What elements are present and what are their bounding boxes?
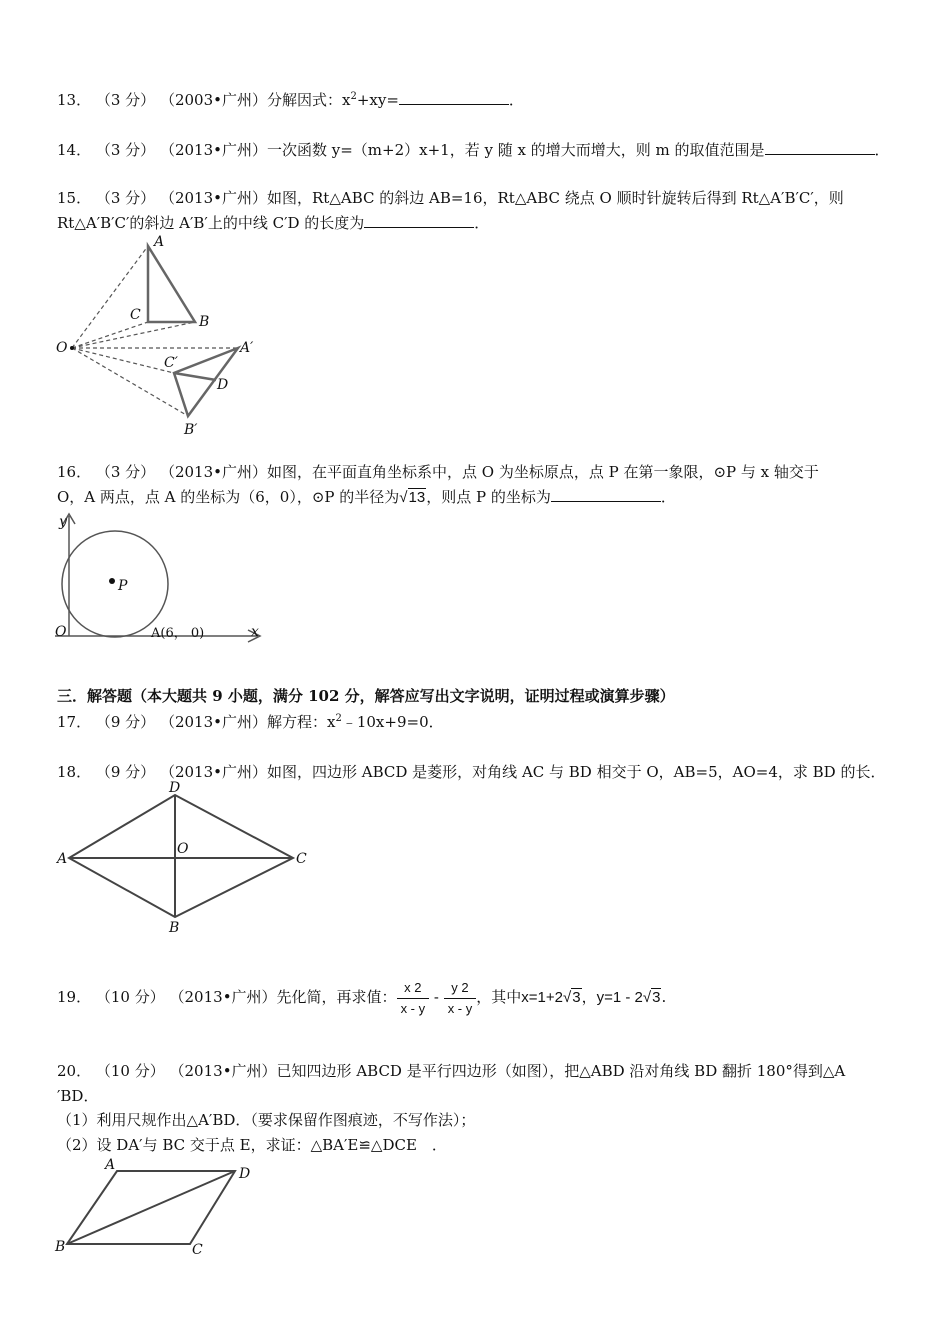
q15-source: （2013•广州） [159,189,267,207]
q19-sqrt-y-radicand: 3 [652,989,661,1006]
q16-end: ． [660,488,676,506]
q14-end: ． [874,141,890,159]
q13-source: （2003•广州） [159,91,267,109]
fig20-label-C: C [192,1242,203,1258]
q15-number: 15． [57,189,92,207]
fig18-label-A: A [57,851,68,867]
question-20-sub2: （2）设 DA′与 BC 交于点 E，求证：△BA′E≌△DCE ． [57,1136,447,1154]
q13-answer-blank[interactable] [399,90,509,105]
question-18 [57,762,885,782]
fig18-label-D: D [169,780,181,796]
q20-number: 20． [57,1062,92,1080]
fig16-label-P: P [118,578,128,594]
q19-source: （2013•广州） [169,988,277,1006]
q19-fraction-2 [444,978,477,1019]
fig16-label-y: y [59,514,67,530]
question-16-line2 [57,487,676,508]
q18-score: （9 分） [95,763,156,781]
question-20-line1 [57,1061,845,1081]
fig16-label-x: x [251,624,259,640]
question-20-sub1: （1）利用尺规作出△A′BD．（要求保留作图痕迹，不写作法）； [57,1111,476,1129]
figure-18 [55,780,320,940]
q14-text: 一次函数 y=（m+2）x+1，若 y 随 x 的增大而增大，则 m 的取值范围是 [267,141,765,159]
q14-score: （3 分） [95,141,156,159]
figure-15 [50,230,270,440]
figure-20 [55,1155,265,1260]
q19-end: . [661,988,667,1006]
fig16-label-A: A(6， 0) [151,626,205,641]
fig16-label-O: O [55,624,67,640]
question-13 [57,90,524,110]
fig20-label-B: B [55,1239,66,1255]
q16-answer-blank[interactable] [551,487,661,502]
q13-text-b: +xy= [356,91,399,109]
q15-end: ． [474,214,490,232]
q14-number: 14． [57,141,92,159]
fig15-label-A-prime: A′ [240,340,254,356]
q14-answer-blank[interactable] [765,140,875,155]
q20-text-line1: 已知四边形 ABCD 是平行四边形（如图），把△ABD 沿对角线 BD 翻折 180°得到△A [276,1062,846,1080]
fig20-label-A: A [105,1157,116,1173]
question-20-line2: ′BD． [57,1087,99,1105]
q19-number: 19． [57,988,92,1006]
q18-number: 18． [57,763,92,781]
q19-x-value: x=1+2 [521,989,563,1006]
q19-minus: - [433,989,439,1006]
q16-radicand: 13 [408,489,426,506]
question-17 [57,712,444,732]
q15-text-line1: 如图，Rt△ABC 的斜边 AB=16，Rt△ABC 绕点 O 顺时针旋转后得到 Rt△A′B′C′，则 [267,189,844,207]
question-16-line1 [57,462,819,482]
q15-score: （3 分） [95,189,156,207]
fig15-label-B: B [199,314,210,330]
q19-text-a: 先化简，再求值： [276,988,397,1006]
q13-score: （3 分） [95,91,156,109]
q17-source: （2013•广州） [159,713,267,731]
q16-sqrt: √13 [399,489,426,506]
fig15-label-C: C [130,307,141,323]
question-14 [57,140,890,160]
q15-answer-blank[interactable] [364,213,474,228]
question-19 [57,973,666,1022]
fig15-label-D: D [217,377,229,393]
question-15-line1 [57,188,844,208]
q18-text: 如图，四边形 ABCD 是菱形，对角线 AC 与 BD 相交于 O，AB=5，AO=4，求 BD 的长． [267,763,886,781]
q19-frac1-denominator: x - y [400,1000,426,1016]
q19-score: （10 分） [95,988,165,1006]
q20-source: （2013•广州） [169,1062,277,1080]
q16-source: （2013•广州） [159,463,267,481]
fig15-label-C-prime: C′ [164,355,178,371]
q19-y-value: y=1 - 2 [596,989,643,1006]
q14-source: （2013•广州） [159,141,267,159]
section-3-title: 三．解答题（本大题共 9 小题，满分 102 分，解答应写出文字说明，证明过程或演算步骤） [57,687,675,705]
q19-sqrt-y: √3 [642,989,661,1006]
q19-frac1-numerator: x 2 [397,978,430,999]
q20-score: （10 分） [95,1062,165,1080]
q13-end: ． [508,91,524,109]
fig15-label-A: A [154,234,165,250]
q15-text-line2: Rt△A′B′C′的斜边 A′B′上的中线 C′D 的长度为 [57,214,365,232]
q17-text-b: ﹣10x+9=0． [341,713,444,731]
q16-text-line2a: O，A 两点，点 A 的坐标为（6，0），⊙P 的半径为 [57,488,400,506]
q19-comma: ， [581,988,597,1006]
q19-sqrt-x-radicand: 3 [572,989,581,1006]
figure-16 [55,510,275,655]
q19-sqrt-x: √3 [562,989,581,1006]
q17-number: 17． [57,713,92,731]
fig18-label-C: C [296,851,307,867]
q16-text-line2b: ，则点 P 的坐标为 [426,488,551,506]
q19-frac2-numerator: y 2 [444,978,477,999]
q13-text-a: 分解因式：x [267,91,351,109]
q19-frac2-denominator: x - y [447,1000,473,1016]
fig15-label-B-prime: B′ [184,422,198,438]
fig18-label-O: O [177,841,189,857]
fig20-label-D: D [239,1166,251,1182]
q13-sup: 2 [350,91,357,102]
fig18-label-B: B [169,920,180,936]
q17-score: （9 分） [95,713,156,731]
q19-fraction-1 [397,978,430,1019]
q13-number: 13． [57,91,92,109]
fig15-label-O: O [56,340,68,356]
q17-text-a: 解方程：x [267,713,336,731]
q16-number: 16． [57,463,92,481]
q19-text-b: ，其中 [476,988,522,1006]
q16-text-line1: 如图，在平面直角坐标系中，点 O 为坐标原点，点 P 在第一象限，⊙P 与 x 轴交于 [267,463,819,481]
q16-score: （3 分） [95,463,156,481]
q18-source: （2013•广州） [159,763,267,781]
q17-sup: 2 [335,713,342,724]
